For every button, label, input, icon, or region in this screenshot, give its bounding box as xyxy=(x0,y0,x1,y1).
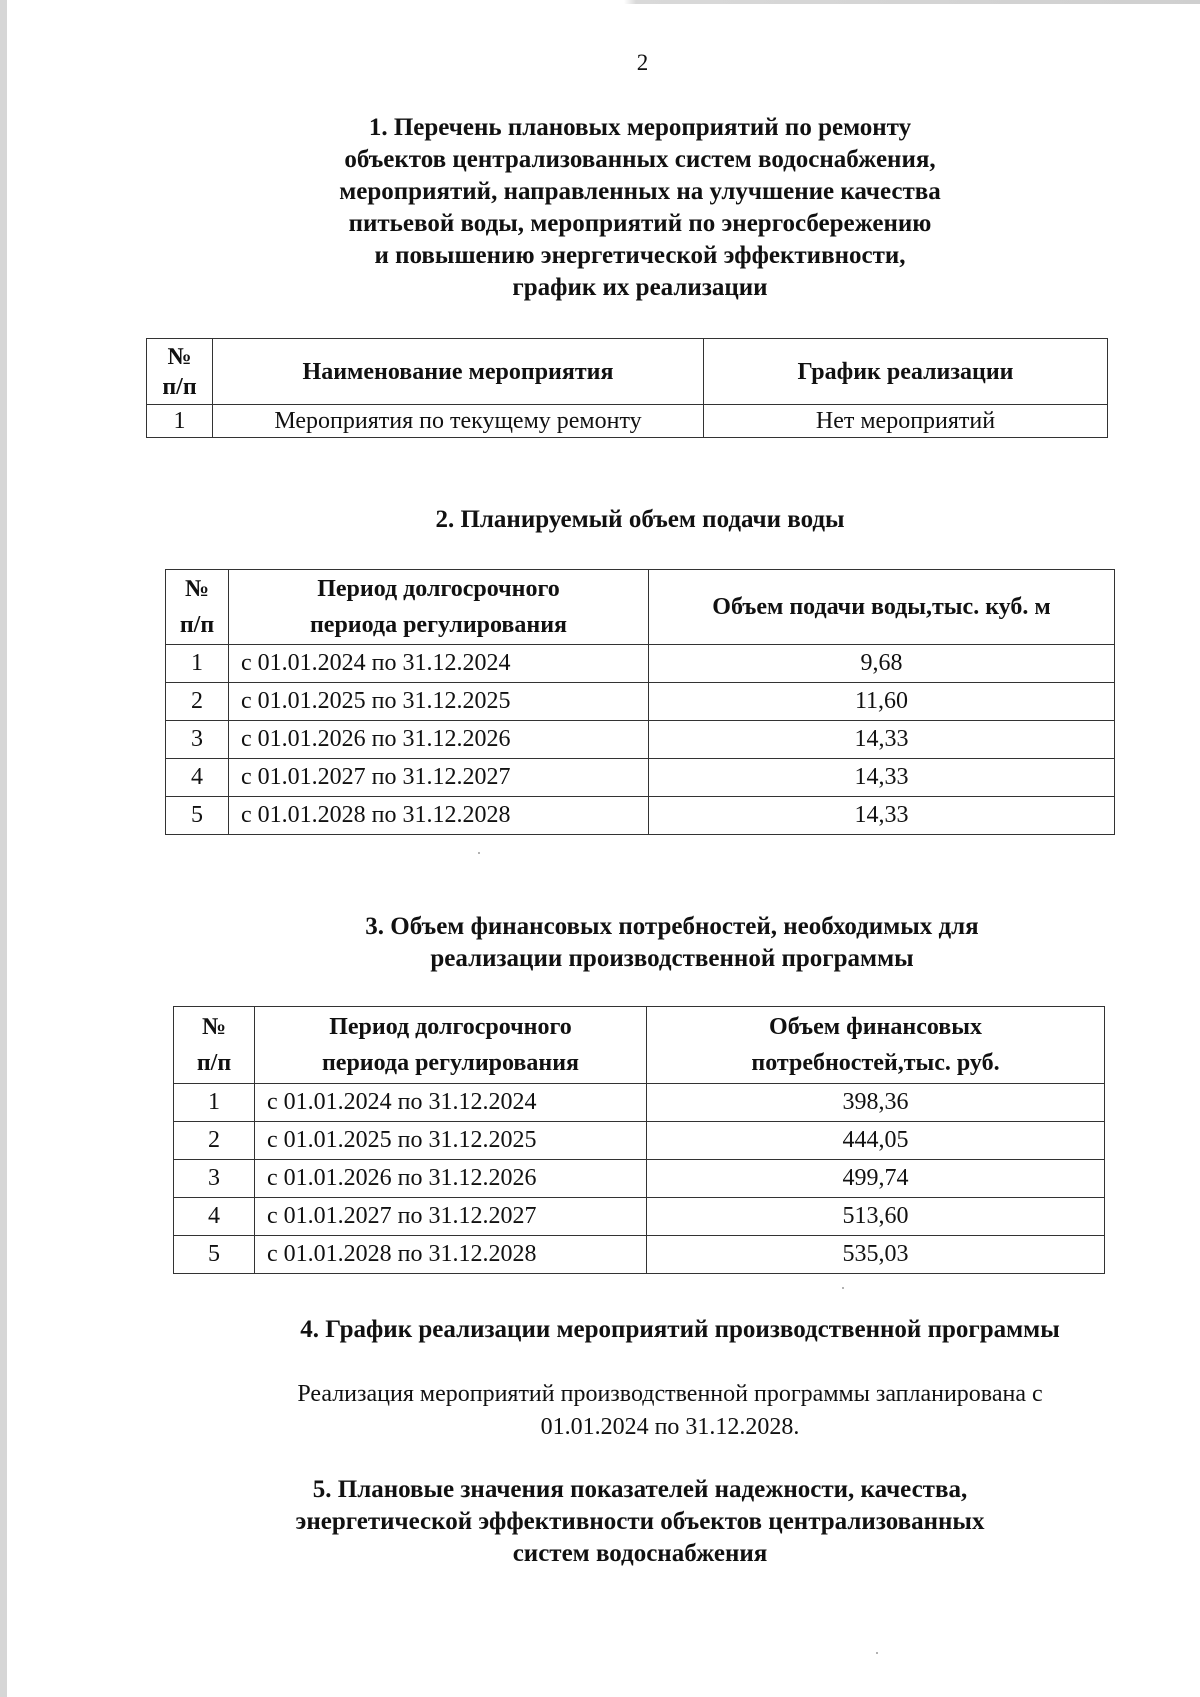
cell-period: с 01.01.2026 по 31.12.2026 xyxy=(229,721,649,759)
cell-number: 2 xyxy=(166,683,229,721)
cell-period: с 01.01.2028 по 31.12.2028 xyxy=(255,1236,647,1274)
cell-period: с 01.01.2027 по 31.12.2027 xyxy=(255,1198,647,1236)
header-cell-number xyxy=(174,1007,255,1084)
cell-number: 1 xyxy=(147,405,213,438)
table-row xyxy=(147,405,1108,438)
water-supply-table xyxy=(165,569,1115,835)
page-edge-top xyxy=(0,0,1200,4)
cell-financial-volume: 398,36 xyxy=(647,1084,1105,1122)
section-1-title xyxy=(40,112,1200,304)
page-edge-left xyxy=(0,0,7,1697)
cell-number: 3 xyxy=(166,721,229,759)
header-cell-number xyxy=(147,339,213,405)
section-5-title-line: 5. Плановые значения показателей надежности, качества, xyxy=(312,1476,968,1503)
section-5-title-line: энергетической эффективности объектов централизованных xyxy=(295,1508,985,1535)
section-5-title-line: систем водоснабжения xyxy=(512,1540,768,1567)
cell-period: с 01.01.2027 по 31.12.2027 xyxy=(229,759,649,797)
section-3-title-line: 3. Объем финансовых потребностей, необходимых для xyxy=(365,913,979,940)
cell-period: с 01.01.2025 по 31.12.2025 xyxy=(229,683,649,721)
header-financial-line-2: потребностей,тыс. руб. xyxy=(751,1050,1000,1076)
cell-volume: 11,60 xyxy=(649,683,1115,721)
cell-number: 1 xyxy=(174,1084,255,1122)
header-number-sign: № xyxy=(167,343,192,370)
cell-number: 5 xyxy=(166,797,229,835)
cell-number: 4 xyxy=(174,1198,255,1236)
section-1-title-line: 1. Перечень плановых мероприятий по ремонту xyxy=(368,114,912,141)
scan-speck xyxy=(478,852,480,854)
cell-number: 4 xyxy=(166,759,229,797)
header-cell-financial-volume xyxy=(647,1007,1105,1084)
header-number-pp: п/п xyxy=(162,373,197,400)
section-3-title xyxy=(72,911,1200,975)
header-period-line-2: периода регулирования xyxy=(321,1050,580,1076)
table-row xyxy=(166,797,1115,835)
table-row xyxy=(174,1198,1105,1236)
header-number-pp: п/п xyxy=(196,1050,232,1076)
section-5-title xyxy=(40,1474,1200,1570)
page-number: 2 xyxy=(636,50,649,75)
table-row xyxy=(166,759,1115,797)
table-row xyxy=(166,645,1115,683)
header-cell-volume: Объем подачи воды,тыс. куб. м xyxy=(649,570,1115,645)
table-row xyxy=(174,1084,1105,1122)
cell-period: с 01.01.2028 по 31.12.2028 xyxy=(229,797,649,835)
cell-financial-volume: 499,74 xyxy=(647,1160,1105,1198)
table-row xyxy=(166,721,1115,759)
header-number-pp: п/п xyxy=(179,612,215,638)
scan-speck xyxy=(842,1287,844,1289)
header-number-sign: № xyxy=(184,576,210,602)
cell-volume: 14,33 xyxy=(649,797,1115,835)
section-4-text xyxy=(220,1378,1120,1444)
section-1-title-line: объектов централизованных систем водоснабжения, xyxy=(344,146,936,173)
table-header-row xyxy=(147,339,1108,405)
section-4-text-line: 01.01.2024 по 31.12.2028. xyxy=(540,1414,800,1440)
cell-number: 2 xyxy=(174,1122,255,1160)
scan-speck xyxy=(876,1652,878,1654)
header-period-line-2: периода регулирования xyxy=(309,612,568,638)
section-2-title xyxy=(40,504,1200,536)
cell-period: с 01.01.2024 по 31.12.2024 xyxy=(229,645,649,683)
header-number-sign: № xyxy=(201,1014,227,1040)
section-2-title-line: 2. Планируемый объем подачи воды xyxy=(435,506,845,533)
table-header-row xyxy=(174,1007,1105,1084)
cell-period: с 01.01.2024 по 31.12.2024 xyxy=(255,1084,647,1122)
cell-number: 1 xyxy=(166,645,229,683)
section-4-text-line: Реализация мероприятий производственной программы запланирована с xyxy=(297,1381,1043,1407)
cell-volume: 9,68 xyxy=(649,645,1115,683)
table-row xyxy=(174,1122,1105,1160)
section-1-title-line: мероприятий, направленных на улучшение качества xyxy=(339,178,941,205)
header-cell-activity-name: Наименование мероприятия xyxy=(213,339,704,405)
table-row xyxy=(174,1160,1105,1198)
header-cell-number xyxy=(166,570,229,645)
cell-period: с 01.01.2026 по 31.12.2026 xyxy=(255,1160,647,1198)
cell-number: 5 xyxy=(174,1236,255,1274)
section-4-title xyxy=(80,1314,1200,1346)
section-4-title-line: 4. График реализации мероприятий производственной программы xyxy=(300,1316,1060,1343)
header-period-line-1: Период долгосрочного xyxy=(317,576,560,602)
table-row xyxy=(174,1236,1105,1274)
section-1-title-line: график их реализации xyxy=(512,274,768,301)
header-financial-line-1: Объем финансовых xyxy=(769,1014,982,1040)
cell-financial-volume: 444,05 xyxy=(647,1122,1105,1160)
cell-number: 3 xyxy=(174,1160,255,1198)
cell-period: с 01.01.2025 по 31.12.2025 xyxy=(255,1122,647,1160)
cell-financial-volume: 535,03 xyxy=(647,1236,1105,1274)
cell-volume: 14,33 xyxy=(649,721,1115,759)
activities-table xyxy=(146,338,1108,438)
cell-financial-volume: 513,60 xyxy=(647,1198,1105,1236)
cell-schedule: Нет мероприятий xyxy=(704,405,1108,438)
header-cell-schedule: График реализации xyxy=(704,339,1108,405)
table-row xyxy=(166,683,1115,721)
financial-needs-table xyxy=(173,1006,1105,1274)
header-cell-period xyxy=(229,570,649,645)
section-3-title-line: реализации производственной программы xyxy=(430,945,914,972)
cell-volume: 14,33 xyxy=(649,759,1115,797)
header-cell-period xyxy=(255,1007,647,1084)
header-period-line-1: Период долгосрочного xyxy=(329,1014,572,1040)
section-1-title-line: питьевой воды, мероприятий по энергосбережению xyxy=(348,210,932,237)
table-header-row xyxy=(166,570,1115,645)
cell-activity-name: Мероприятия по текущему ремонту xyxy=(213,405,704,438)
section-1-title-line: и повышению энергетической эффективности, xyxy=(374,242,906,269)
